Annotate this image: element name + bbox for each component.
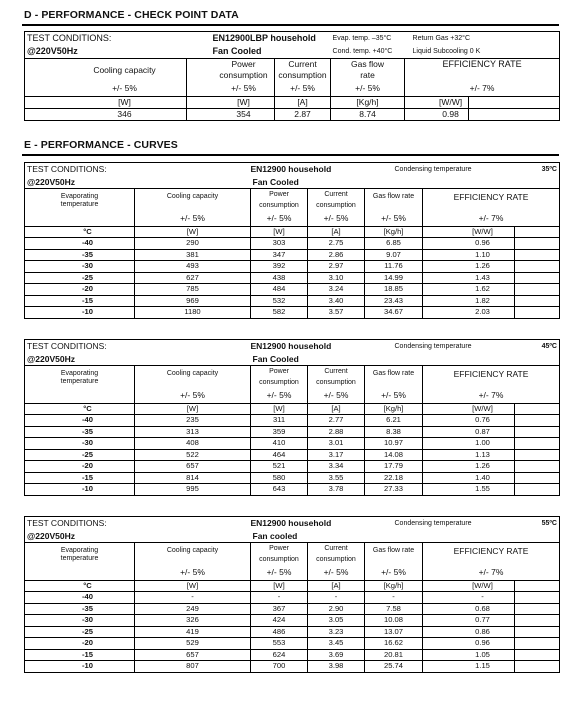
value-cell: 346 xyxy=(25,109,187,121)
condensing-temp-value: 45ºC xyxy=(515,340,560,353)
unit-cell: [W] xyxy=(135,404,251,415)
efficiency-cell: 2.03 xyxy=(423,307,515,319)
curve-data-row xyxy=(25,638,560,650)
power-cell: 521 xyxy=(251,461,308,473)
condensing-temp-label: Condensing temperature xyxy=(365,340,515,353)
evap-temp-cell: -40 xyxy=(25,415,135,427)
gasflow-cell: 16.62 xyxy=(365,638,423,650)
current-cell: 3.69 xyxy=(308,649,365,661)
current-cell: 3.24 xyxy=(308,284,365,296)
current-header-2: consumption xyxy=(275,70,331,81)
test-conditions-label: TEST CONDITIONS: xyxy=(25,517,251,530)
tolerance-cell: +/- 5% xyxy=(187,81,275,97)
cooling-capacity-cell: 249 xyxy=(135,603,251,615)
gasflow-header: Gas flow rate xyxy=(365,366,423,388)
cooling-type-label: Fan Cooled xyxy=(251,353,560,366)
cooling-capacity-cell: 290 xyxy=(135,238,251,250)
power-cell: 410 xyxy=(251,438,308,450)
current-cell: - xyxy=(308,592,365,604)
efficiency-cell: 1.13 xyxy=(423,449,515,461)
tolerance-cell: +/- 5% xyxy=(251,565,308,581)
current-cell: 3.98 xyxy=(308,661,365,673)
tolerance-cell: +/- 7% xyxy=(423,211,560,227)
section-d-title: D - PERFORMANCE - CHECK POINT DATA xyxy=(24,9,239,21)
curve-data-row xyxy=(25,438,560,450)
evap-temp-cell: -30 xyxy=(25,438,135,450)
current-cell: 3.23 xyxy=(308,626,365,638)
current-header-1: Current xyxy=(308,189,365,200)
power-header-2: consumption xyxy=(187,70,275,81)
curve-data-row xyxy=(25,484,560,496)
gasflow-cell: 23.43 xyxy=(365,295,423,307)
tolerance-cell: +/- 5% xyxy=(25,81,187,97)
efficiency-cell: 0.87 xyxy=(423,426,515,438)
current-header-2: consumption xyxy=(308,377,365,388)
supply-label: @220V50Hz xyxy=(25,176,251,189)
supply-label: @220V50Hz xyxy=(25,530,251,543)
current-cell: 3.05 xyxy=(308,615,365,627)
unit-cell: [Kg/h] xyxy=(365,581,423,592)
curve-data-row xyxy=(25,649,560,661)
power-cell: 700 xyxy=(251,661,308,673)
evap-temp-cell: -30 xyxy=(25,261,135,273)
tolerance-cell: +/- 5% xyxy=(251,388,308,404)
cooling-type-label: Fan cooled xyxy=(251,530,560,543)
unit-cell: [W] xyxy=(187,97,275,109)
cooling-type-label: Fan Cooled xyxy=(212,45,262,56)
power-header-2: consumption xyxy=(251,554,308,565)
power-cell: 624 xyxy=(251,649,308,661)
evap-temp-cell: -20 xyxy=(25,461,135,473)
gasflow-header-2: rate xyxy=(331,70,405,81)
curve-data-row xyxy=(25,295,560,307)
curve-data-row xyxy=(25,415,560,427)
current-cell: 2.88 xyxy=(308,426,365,438)
cooling-capacity-header: Cooling capacity xyxy=(25,59,187,81)
current-header-1: Current xyxy=(308,543,365,554)
evap-header-line-1: Evaporating xyxy=(60,193,99,200)
current-cell: 3.55 xyxy=(308,472,365,484)
gasflow-cell: 17.79 xyxy=(365,461,423,473)
power-header-1: Power xyxy=(251,189,308,200)
curve-table xyxy=(24,516,560,673)
power-cell: 484 xyxy=(251,284,308,296)
unit-cell: [A] xyxy=(308,404,365,415)
cooling-capacity-cell: 381 xyxy=(135,249,251,261)
standard-label: EN12900LBP household xyxy=(187,32,331,45)
unit-cell: [Kg/h] xyxy=(365,404,423,415)
cooling-capacity-header: Cooling capacity xyxy=(135,543,251,565)
condensing-temp-value: 35ºC xyxy=(515,163,560,176)
checkpoint-table xyxy=(24,31,560,121)
current-cell: 3.10 xyxy=(308,272,365,284)
gasflow-cell: 6.21 xyxy=(365,415,423,427)
cooling-capacity-cell: 522 xyxy=(135,449,251,461)
efficiency-header: EFFICIENCY RATE xyxy=(405,59,560,70)
power-cell: 580 xyxy=(251,472,308,484)
power-cell: 553 xyxy=(251,638,308,650)
cooling-capacity-cell: 235 xyxy=(135,415,251,427)
gasflow-cell: 7.58 xyxy=(365,603,423,615)
power-cell: 438 xyxy=(251,272,308,284)
gasflow-cell: 10.97 xyxy=(365,438,423,450)
curve-table xyxy=(24,162,560,319)
cooling-capacity-cell: 529 xyxy=(135,638,251,650)
power-cell: 367 xyxy=(251,603,308,615)
efficiency-cell: 1.55 xyxy=(423,484,515,496)
efficiency-cell: 0.96 xyxy=(423,638,515,650)
unit-cell: [Kg/h] xyxy=(365,227,423,238)
efficiency-cell: - xyxy=(423,592,515,604)
cooling-capacity-cell: - xyxy=(135,592,251,604)
evap-temp-header xyxy=(25,189,135,211)
efficiency-cell: 0.86 xyxy=(423,626,515,638)
gasflow-cell: 25.74 xyxy=(365,661,423,673)
tolerance-cell: +/- 7% xyxy=(423,565,560,581)
evap-temp-cell: -10 xyxy=(25,484,135,496)
evap-temp-header xyxy=(25,366,135,388)
unit-cell: [W/W] xyxy=(423,404,515,415)
efficiency-header: EFFICIENCY RATE xyxy=(423,543,560,565)
unit-cell: °C xyxy=(25,404,135,415)
evap-temp-cell: -15 xyxy=(25,649,135,661)
curve-table xyxy=(24,339,560,496)
liquid-subcooling-label: Liquid Subcooling 0 K xyxy=(405,45,560,59)
evap-temp-cell: -20 xyxy=(25,638,135,650)
power-cell: 643 xyxy=(251,484,308,496)
current-cell: 3.45 xyxy=(308,638,365,650)
power-header-1: Power xyxy=(187,59,275,70)
tolerance-cell: +/- 5% xyxy=(365,565,423,581)
evap-temp-cell: -15 xyxy=(25,295,135,307)
current-header-1: Current xyxy=(308,366,365,377)
cooling-capacity-cell: 969 xyxy=(135,295,251,307)
current-cell: 2.77 xyxy=(308,415,365,427)
supply-label: @220V50Hz xyxy=(25,45,187,59)
tolerance-cell: +/- 5% xyxy=(135,565,251,581)
current-cell: 2.86 xyxy=(308,249,365,261)
tolerance-cell: +/- 5% xyxy=(135,211,251,227)
curve-data-row xyxy=(25,461,560,473)
cooling-capacity-cell: 408 xyxy=(135,438,251,450)
curve-data-row xyxy=(25,472,560,484)
current-cell: 2.90 xyxy=(308,603,365,615)
evap-temp-cell: -10 xyxy=(25,307,135,319)
efficiency-cell: 1.26 xyxy=(423,461,515,473)
cooling-capacity-cell: 419 xyxy=(135,626,251,638)
cooling-capacity-cell: 313 xyxy=(135,426,251,438)
unit-cell: °C xyxy=(25,227,135,238)
gasflow-cell: 14.99 xyxy=(365,272,423,284)
efficiency-cell: 0.76 xyxy=(423,415,515,427)
tolerance-cell: +/- 5% xyxy=(308,388,365,404)
gasflow-cell: 9.07 xyxy=(365,249,423,261)
evap-header-line-2: temperature xyxy=(60,200,99,208)
efficiency-cell: 1.15 xyxy=(423,661,515,673)
power-cell: 582 xyxy=(251,307,308,319)
curve-data-row xyxy=(25,615,560,627)
efficiency-cell: 1.05 xyxy=(423,649,515,661)
cooling-capacity-cell: 493 xyxy=(135,261,251,273)
power-cell: 424 xyxy=(251,615,308,627)
current-cell: 2.75 xyxy=(308,238,365,250)
gasflow-header: Gas flow rate xyxy=(365,189,423,211)
evap-temp-label: Evap. temp. –35°C xyxy=(331,32,405,45)
gasflow-cell: 20.81 xyxy=(365,649,423,661)
gasflow-cell: 11.76 xyxy=(365,261,423,273)
unit-cell: °C xyxy=(25,581,135,592)
unit-cell: [A] xyxy=(308,227,365,238)
efficiency-cell: 0.68 xyxy=(423,603,515,615)
efficiency-cell: 1.00 xyxy=(423,438,515,450)
cooling-capacity-header: Cooling capacity xyxy=(135,189,251,211)
efficiency-cell: 1.62 xyxy=(423,284,515,296)
power-cell: 392 xyxy=(251,261,308,273)
gasflow-cell: 8.38 xyxy=(365,426,423,438)
standard-label: EN12900 household xyxy=(251,517,365,530)
power-cell: 303 xyxy=(251,238,308,250)
gasflow-header: Gas flow rate xyxy=(365,543,423,565)
gasflow-cell: 14.08 xyxy=(365,449,423,461)
evap-temp-cell: -15 xyxy=(25,472,135,484)
curve-data-row xyxy=(25,249,560,261)
curve-data-row xyxy=(25,626,560,638)
cooling-capacity-cell: 785 xyxy=(135,284,251,296)
efficiency-cell: 1.40 xyxy=(423,472,515,484)
value-cell: 8.74 xyxy=(331,109,405,121)
unit-cell: [A] xyxy=(275,97,331,109)
efficiency-cell: 0.77 xyxy=(423,615,515,627)
evap-header-line-1: Evaporating xyxy=(60,370,99,377)
cooling-capacity-cell: 627 xyxy=(135,272,251,284)
value-cell: 354 xyxy=(187,109,275,121)
tolerance-cell: +/- 5% xyxy=(308,211,365,227)
cond-temp-label: Cond. temp. +40°C xyxy=(332,47,393,55)
power-header-2: consumption xyxy=(251,200,308,211)
curve-data-row xyxy=(25,307,560,319)
gasflow-cell: 13.07 xyxy=(365,626,423,638)
standard-label: EN12900 household xyxy=(251,163,365,176)
current-cell: 3.01 xyxy=(308,438,365,450)
evap-header-line-2: temperature xyxy=(60,377,99,385)
condensing-temp-value: 55ºC xyxy=(515,517,560,530)
evap-temp-cell: -25 xyxy=(25,272,135,284)
unit-cell: [W] xyxy=(135,581,251,592)
curve-data-row xyxy=(25,603,560,615)
power-header-1: Power xyxy=(251,543,308,554)
efficiency-header: EFFICIENCY RATE xyxy=(423,366,560,388)
tolerance-cell: +/- 7% xyxy=(423,388,560,404)
efficiency-cell: 1.43 xyxy=(423,272,515,284)
gasflow-cell: 22.18 xyxy=(365,472,423,484)
cooling-type-label: Fan Cooled xyxy=(251,176,560,189)
unit-cell: [W] xyxy=(25,97,187,109)
power-header-2: consumption xyxy=(251,377,308,388)
curve-data-row xyxy=(25,261,560,273)
evap-temp-cell: -30 xyxy=(25,615,135,627)
value-cell: 2.87 xyxy=(275,109,331,121)
power-cell: 311 xyxy=(251,415,308,427)
cooling-capacity-cell: 657 xyxy=(135,461,251,473)
gasflow-cell: 27.33 xyxy=(365,484,423,496)
evap-temp-cell: -25 xyxy=(25,626,135,638)
evap-header-line-2: temperature xyxy=(60,554,99,562)
unit-cell: [W/W] xyxy=(423,581,515,592)
evap-temp-cell: -10 xyxy=(25,661,135,673)
condensing-temp-label: Condensing temperature xyxy=(365,517,515,530)
unit-cell: [W] xyxy=(251,581,308,592)
gasflow-cell: - xyxy=(365,592,423,604)
cooling-capacity-cell: 326 xyxy=(135,615,251,627)
current-cell: 3.40 xyxy=(308,295,365,307)
current-cell: 2.97 xyxy=(308,261,365,273)
evap-temp-cell: -25 xyxy=(25,449,135,461)
unit-cell: [A] xyxy=(308,581,365,592)
tolerance-cell: +/- 5% xyxy=(275,81,331,97)
tolerance-cell: +/- 5% xyxy=(365,211,423,227)
efficiency-cell: 0.96 xyxy=(423,238,515,250)
tolerance-cell: +/- 5% xyxy=(308,565,365,581)
value-cell: 0.98 xyxy=(405,109,469,121)
supply-label: @220V50Hz xyxy=(25,353,251,366)
test-conditions-label: TEST CONDITIONS: xyxy=(25,340,251,353)
evap-temp-cell: -35 xyxy=(25,426,135,438)
evap-temp-header xyxy=(25,543,135,565)
efficiency-header: EFFICIENCY RATE xyxy=(423,189,560,211)
efficiency-cell: 1.10 xyxy=(423,249,515,261)
gasflow-cell: 6.85 xyxy=(365,238,423,250)
cooling-capacity-cell: 657 xyxy=(135,649,251,661)
cooling-capacity-header: Cooling capacity xyxy=(135,366,251,388)
condensing-temp-label: Condensing temperature xyxy=(365,163,515,176)
unit-cell: [W] xyxy=(135,227,251,238)
gasflow-header-1: Gas flow xyxy=(331,59,405,70)
curve-data-row xyxy=(25,426,560,438)
current-cell: 3.57 xyxy=(308,307,365,319)
power-cell: 532 xyxy=(251,295,308,307)
current-header-2: consumption xyxy=(308,200,365,211)
evap-temp-cell: -35 xyxy=(25,603,135,615)
cooling-capacity-cell: 995 xyxy=(135,484,251,496)
current-cell: 3.17 xyxy=(308,449,365,461)
curve-data-row xyxy=(25,592,560,604)
unit-cell: [W] xyxy=(251,227,308,238)
current-header-1: Current xyxy=(275,59,331,70)
return-gas-label: Return Gas +32°C xyxy=(405,32,560,45)
power-cell: 486 xyxy=(251,626,308,638)
unit-cell: [W/W] xyxy=(423,227,515,238)
gasflow-cell: 18.85 xyxy=(365,284,423,296)
efficiency-cell: 1.82 xyxy=(423,295,515,307)
tolerance-cell: +/- 5% xyxy=(251,211,308,227)
tolerance-cell: +/- 5% xyxy=(331,81,405,97)
section-e-rule xyxy=(22,154,559,156)
standard-label: EN12900 household xyxy=(251,340,365,353)
unit-cell: [Kg/h] xyxy=(331,97,405,109)
curve-data-row xyxy=(25,272,560,284)
gasflow-cell: 10.08 xyxy=(365,615,423,627)
cooling-capacity-cell: 807 xyxy=(135,661,251,673)
curve-data-row xyxy=(25,284,560,296)
curve-data-row xyxy=(25,238,560,250)
evap-temp-cell: -20 xyxy=(25,284,135,296)
current-header-2: consumption xyxy=(308,554,365,565)
evap-temp-cell: -40 xyxy=(25,238,135,250)
cooling-capacity-cell: 1180 xyxy=(135,307,251,319)
efficiency-cell: 1.26 xyxy=(423,261,515,273)
tolerance-cell: +/- 5% xyxy=(135,388,251,404)
evap-temp-cell: -35 xyxy=(25,249,135,261)
power-cell: - xyxy=(251,592,308,604)
cooling-capacity-cell: 814 xyxy=(135,472,251,484)
evap-temp-cell: -40 xyxy=(25,592,135,604)
tolerance-cell: +/- 5% xyxy=(365,388,423,404)
unit-cell: [W] xyxy=(251,404,308,415)
power-cell: 347 xyxy=(251,249,308,261)
tolerance-cell: +/- 7% xyxy=(405,81,560,97)
curve-data-row xyxy=(25,449,560,461)
power-cell: 359 xyxy=(251,426,308,438)
power-cell: 464 xyxy=(251,449,308,461)
power-header-1: Power xyxy=(251,366,308,377)
section-d-rule xyxy=(22,24,559,26)
current-cell: 3.78 xyxy=(308,484,365,496)
current-cell: 3.34 xyxy=(308,461,365,473)
section-e-title: E - PERFORMANCE - CURVES xyxy=(24,139,178,151)
evap-header-line-1: Evaporating xyxy=(60,547,99,554)
test-conditions-label: TEST CONDITIONS: xyxy=(25,32,187,45)
test-conditions-label: TEST CONDITIONS: xyxy=(25,163,251,176)
unit-cell: [W/W] xyxy=(405,97,469,109)
curve-data-row xyxy=(25,661,560,673)
gasflow-cell: 34.67 xyxy=(365,307,423,319)
